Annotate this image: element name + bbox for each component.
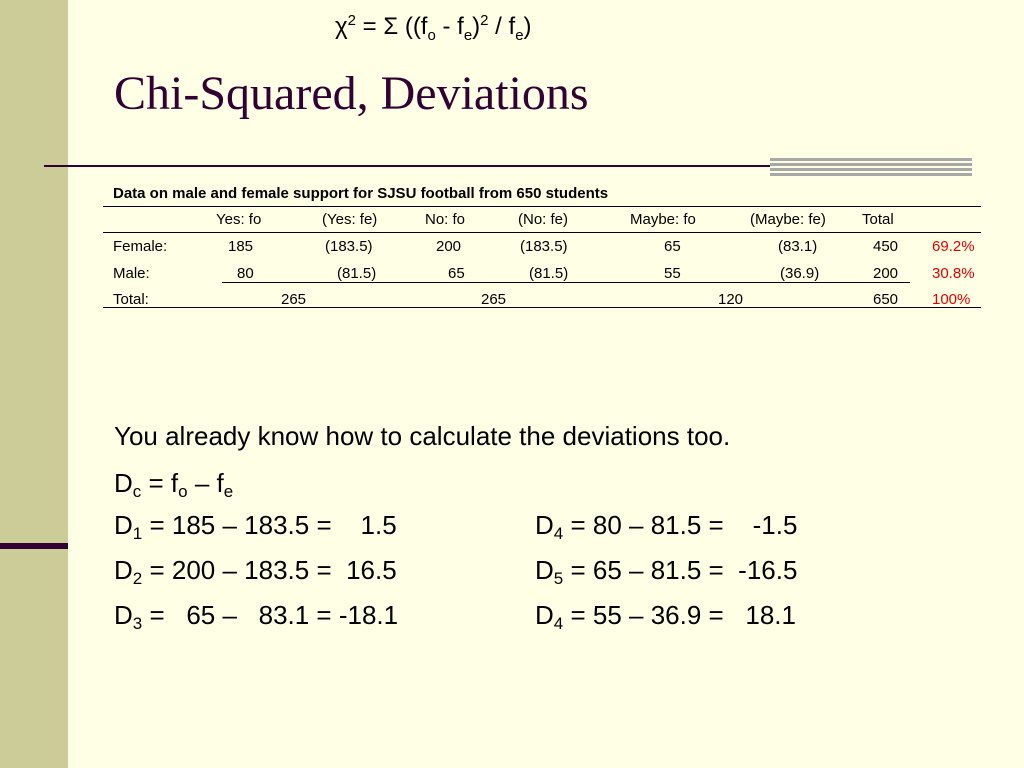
table-bottom-rule [103, 307, 981, 308]
table-cell: 65 [664, 238, 681, 255]
table-cell: (36.9) [780, 265, 820, 282]
left-sidebar-bar [0, 0, 68, 768]
table-top-rule [103, 206, 981, 207]
table-cell: 55 [664, 265, 681, 282]
table-header-rule [103, 232, 981, 233]
table-sum-rule [222, 282, 910, 283]
table-cell: 120 [718, 291, 744, 308]
row-label-male: Male: [113, 265, 150, 282]
header-total: Total [862, 211, 894, 228]
table-cell: (81.5) [337, 265, 377, 282]
deviation-line: $D_3 = 65 - 83.1 = -18.1$ [114, 600, 399, 633]
chi-square-formula: $\chi^2 = \Sigma$ $((f_o - f_e)^2 / f_e)$ [335, 12, 532, 44]
header-yes-fe: (Yes: fe) [322, 211, 378, 228]
header-yes-fo: Yes: fo [216, 211, 262, 228]
title-divider [44, 165, 770, 167]
table-cell: 80 [237, 265, 254, 282]
title-divider-stripe [770, 158, 972, 177]
header-no-fe: (No: fe) [518, 211, 569, 228]
male-percent: 30.8% [932, 265, 975, 282]
table-cell: (81.5) [529, 265, 569, 282]
header-maybe-fe: (Maybe: fe) [750, 211, 826, 228]
table-cell: 65 [448, 265, 465, 282]
table-caption: Data on male and female support for SJSU football from 650 students [113, 185, 609, 202]
table-cell: 185 [228, 238, 254, 255]
table-cell: (183.5) [325, 238, 373, 255]
table-cell: 265 [481, 291, 507, 308]
row-label-female: Female: [113, 238, 168, 255]
row-label-total: Total: [113, 291, 149, 308]
total-percent: 100% [932, 291, 971, 308]
deviation-definition: $D_c = f_o - f_e$ [114, 468, 234, 501]
header-maybe-fo: Maybe: fo [630, 211, 696, 228]
deviation-line: $D_5 = 65 - 81.5 = -16.5$ [535, 555, 798, 588]
slide-title: Chi-Squared, Deviations [114, 67, 589, 120]
table-cell: 200 [873, 265, 899, 282]
deviation-line: $D_4 = 80 - 81.5$ = -1.5 [535, 510, 798, 543]
deviation-line: $D_2 = 200 - 183.5 = 16.5$ [114, 555, 397, 588]
deviation-line: $D_4 = 55 - 36.9 = 18.1$ [535, 600, 796, 633]
table-cell: 265 [281, 291, 307, 308]
table-cell: 450 [873, 238, 899, 255]
header-no-fo: No: fo [425, 211, 466, 228]
female-percent: 69.2% [932, 238, 975, 255]
intro-text: You already know how to calculate the deviations too. [114, 421, 731, 451]
table-cell: 650 [873, 291, 899, 308]
deviation-line: $D_1 = 185 - 183.5$ = 1.5 [114, 510, 397, 543]
table-cell: (183.5) [520, 238, 568, 255]
left-accent-bar [0, 543, 68, 549]
table-cell: (83.1) [778, 238, 818, 255]
table-cell: 200 [436, 238, 462, 255]
